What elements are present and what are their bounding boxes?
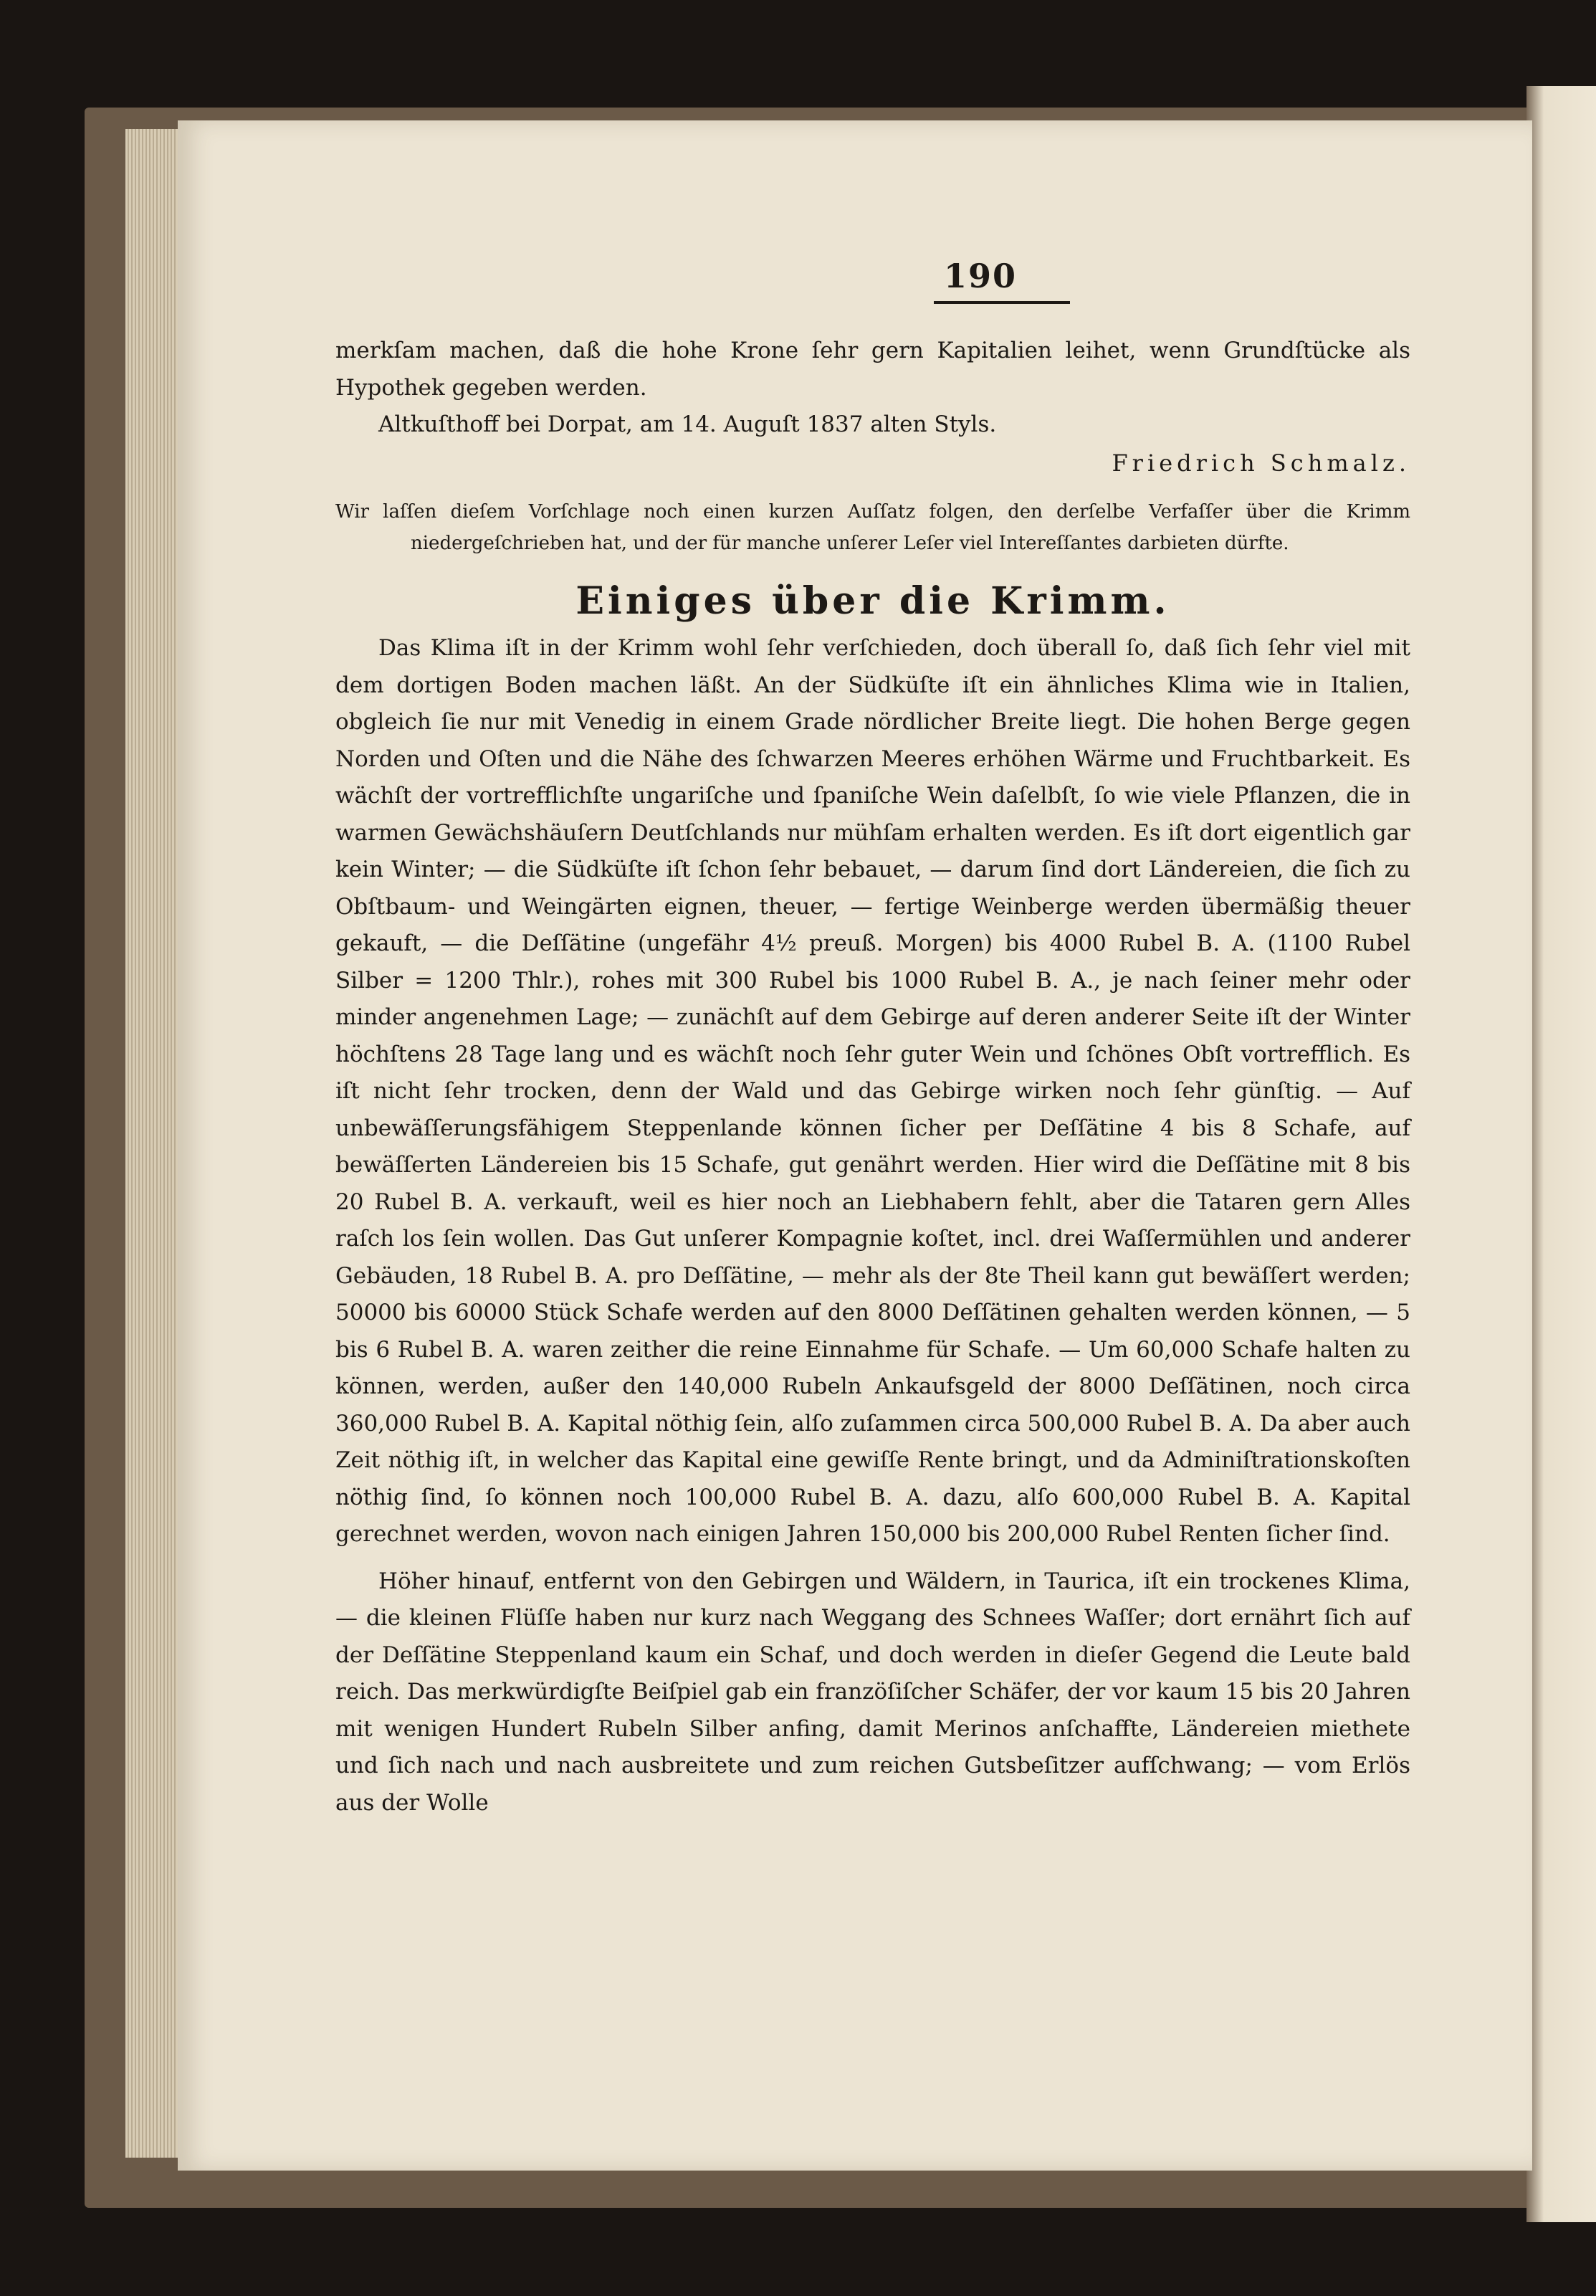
page-content [335, 257, 1410, 1821]
intro-text: merkſam machen, daß die hohe Krone ſehr gern Kapitalien leihet, wenn Grundſtücke als Hypothek gegeben werden. [335, 338, 1410, 401]
body-paragraph-2: Höher hinauf, entfernt von den Gebirgen und Wäldern, in Taurica, iſt ein trockenes Klima, — die kleinen Flüſſe haben nur kurz nach Weggang des Schnees Waſſer; dort ernährt ſich auf der Deſſätine Steppenland kaum ein Schaf, und doch werden in dieſer Gegend die Leute bald reich. Das merkwürdigſte Beiſpiel gab ein franzöſiſcher Schäfer, der vor kaum 15 bis 20 Jahren mit wenigen Hundert Rubeln Silber anfing, damit Merinos anſchaffte, Ländereien miethete und ſich nach und nach ausbreitete und zum reichen Gutsbeſitzer aufſchwang; — vom Erlös aus der Wolle [335, 1568, 1410, 1816]
editorial-note: Wir laſſen dieſem Vorſchlage noch einen kurzen Auſſatz folgen, den derſelbe Verfaſſer über die Krimm niedergeſchrieben hat, und der für manche unſerer Leſer viel Intereſſantes darbieten dürfte. [335, 501, 1410, 554]
page-edges [125, 129, 183, 2158]
page-number-rule [934, 301, 1070, 304]
section-heading: Einiges über die Krimm. [575, 579, 1170, 623]
body-paragraph-1: Das Klima iſt in der Krimm wohl ſehr verſchieden, doch überall ſo, daß ſich ſehr viel mit dem dortigen Boden machen läßt. An der Südküſte iſt ein ähnliches Klima wie in Italien, obgleich ſie nur mit Venedig in einem Grade nördlicher Breite liegt. Die hohen Berge gegen Norden und Oſten und die Nähe des ſchwarzen Meeres erhöhen Wärme und Fruchtbarkeit. Es wächſt der vortrefflichſte ungariſche und ſpaniſche Wein daſelbſt, ſo wie viele Pflanzen, die in warmen Gewächshäuſern Deutſchlands nur mühſam erhalten werden. Es iſt dort eigentlich gar kein Winter; — die Südküſte iſt ſchon ſehr bebauet, — darum ſind dort Ländereien, die ſich zu Obſtbaum- und Weingärten eignen, theuer, — fertige Weinberge werden übermäßig theuer gekauft, — die Deſſätine (ungefähr 4½ preuß. Morgen) bis 4000 Rubel B. A. (1100 Rubel Silber = 1200 Thlr.), rohes mit 300 Rubel bis 1000 Rubel B. A., je nach ſeiner mehr oder minder angenehmen Lage; — zunächſt auf dem Gebirge auf deren anderer Seite iſt der Winter höchſtens 28 Tage lang und es wächſt noch ſehr guter Wein und ſchönes Obſt vortrefflich. Es iſt nicht ſehr trocken, denn der Wald und das Gebirge wirken noch ſehr günſtig. — Auf unbewäſſerungsfähigem Steppenlande können ſicher per Deſſätine 4 bis 8 Schafe, auf bewäſſerten Ländereien bis 15 Schafe, gut genährt werden. Hier wird die Deſſätine mit 8 bis 20 Rubel B. A. verkauft, weil es hier noch an Liebhabern fehlt, aber die Tataren gern Alles raſch los ſein wollen. Das Gut unſerer Kompagnie koſtet, incl. drei Waſſermühlen und anderer Gebäuden, 18 Rubel B. A. pro Deſſätine, — mehr als der 8te Theil kann gut bewäſſert werden; 50000 bis 60000 Stück Schafe werden auf den 8000 Deſſätinen gehalten werden können, — 5 bis 6 Rubel B. A. waren zeither die reine Einnahme für Schafe. — Um 60,000 Schafe halten zu können, werden, außer den 140,000 Rubeln Ankaufsgeld der 8000 Deſſätinen, noch circa 360,000 Rubel B. A. Kapital nöthig ſein, alſo zuſammen circa 500,000 Rubel B. A. Da aber auch Zeit nöthig iſt, in welcher das Kapital eine gewiſſe Rente bringt, und da Adminiſtrationskoſten nöthig ſind, ſo können noch 100,000 Rubel B. A. dazu, alſo 600,000 Rubel B. A. Kapital gerechnet werden, wovon nach einigen Jahren 150,000 bis 200,000 Rubel Renten ſicher ſind. [335, 635, 1410, 1547]
author-signature: Friedrich Schmalz. [1112, 449, 1410, 477]
place-date-line: Altkuſthoff bei Dorpat, am 14. Auguſt 1837 alten Styls. [378, 411, 997, 437]
adjacent-page-edge [1526, 86, 1596, 2222]
book-page [178, 120, 1532, 2171]
page-number: 190 [943, 257, 1018, 295]
